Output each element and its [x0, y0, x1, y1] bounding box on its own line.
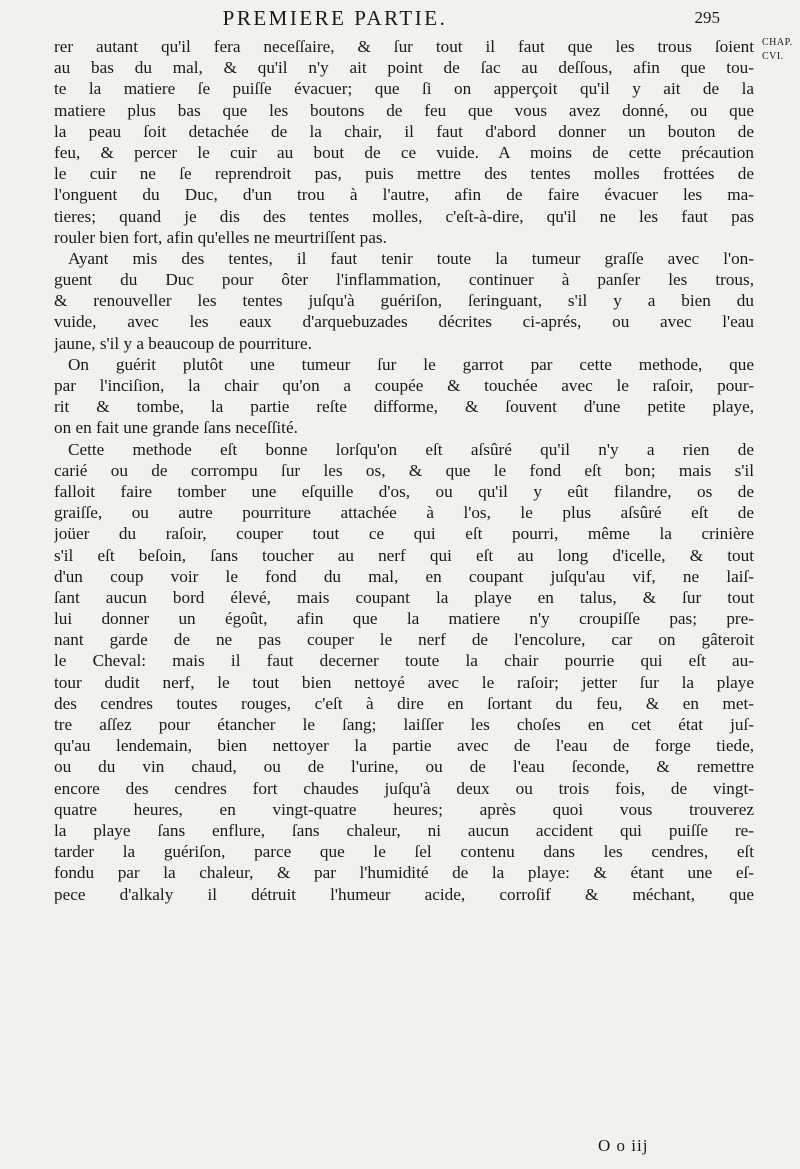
- text-line: feu, & percer le cuir au bout de ce vuide. A moins de cette précaution: [54, 142, 754, 162]
- text-line: tieres; quand je dis des tentes molles, c'eſt-à-dire, qu'il ne les faut pas: [54, 206, 754, 226]
- text-line: le Cheval: mais il faut decerner toute la chair pourrie qui eſt au-: [54, 651, 754, 671]
- text-line: la peau ſoit detachée de la chair, il faut d'abord donner un bouton de: [54, 121, 754, 141]
- margin-note-number: CVI.: [762, 51, 784, 62]
- text-line: matiere plus bas que les boutons de feu que vous avez donné, ou que: [54, 100, 754, 120]
- running-title: PREMIERE PARTIE.: [222, 6, 448, 30]
- text-line: encore des cendres fort chaudes juſqu'à deux ou trois fois, de vingt-: [54, 778, 754, 798]
- text-line: qu'au lendemain, bien nettoyer la partie avec de l'eau de forge tiede,: [54, 736, 754, 756]
- text-line: tour dudit nerf, le tout bien nettoyé avec le raſoir; jetter ſur la playe: [54, 672, 754, 692]
- text-line: l'onguent du Duc, d'un trou à l'autre, afin de faire évacuer les ma-: [54, 185, 754, 205]
- text-line: pece d'alkaly il détruit l'humeur acide, corroſif & méchant, que: [54, 884, 754, 904]
- text-line: te la matiere ſe puiſſe évacuer; que ſi on apperçoit qu'il y ait de la: [54, 79, 754, 99]
- text-line: joüer du raſoir, couper tout ce qui eſt pourri, même la crinière: [54, 524, 754, 544]
- text-line: quatre heures, en vingt-quatre heures; après quoi vous trouverez: [54, 799, 754, 819]
- text-line: guent du Duc pour ôter l'inflammation, continuer à panſer les trous,: [54, 270, 754, 290]
- text-line: d'un coup voir le fond du mal, en coupant juſqu'au vif, ne laiſ-: [54, 566, 754, 586]
- page-number: 295: [694, 8, 720, 27]
- text-line: fondu par la chaleur, & par l'humidité de la playe: & étant une eſ-: [54, 863, 754, 883]
- text-line: rer autant qu'il fera neceſſaire, & ſur tout il faut que les trous ſoient: [54, 37, 754, 56]
- text-line: & renouveller les tentes juſqu'à guériſon, ſeringuant, s'il y a bien du: [54, 291, 754, 311]
- text-line: on en fait une grande ſans neceſſité.: [54, 418, 298, 438]
- margin-note-chapter: CHAP.: [762, 37, 793, 48]
- signature-mark: O o iij: [598, 1136, 649, 1155]
- text-line: tre aſſez pour étancher le ſang; laiſſer les choſes en cet état juſ-: [54, 715, 754, 734]
- body-text: [54, 36, 754, 905]
- text-line: jaune, s'il y a beaucoup de pourriture.: [54, 333, 312, 353]
- text-line: ſant aucun bord élevé, mais coupant la playe en talus, & ſur tout: [54, 587, 754, 607]
- text-line: au bas du mal, & qu'il n'y ait point de ſac au deſſous, afin que tou-: [54, 58, 754, 78]
- text-line: tarder la guériſon, parce que le ſel contenu dans les cendres, eſt: [54, 842, 754, 862]
- text-line: par l'inciſion, la chair qu'on a coupée & touchée avec le raſoir, pour-: [54, 376, 754, 395]
- text-line: nant garde de ne pas couper le nerf de l'encolure, car on gâteroit: [54, 630, 754, 650]
- text-line: vuide, avec les eaux d'arquebuzades décrites ci-aprés, ou avec l'eau: [54, 312, 754, 332]
- text-line: s'il eſt beſoin, ſans toucher au nerf qui eſt au long d'icelle, & tout: [54, 545, 754, 565]
- text-line: carié ou de corrompu ſur les os, & que le fond eſt bon; mais s'il: [54, 460, 754, 480]
- running-head: [100, 6, 720, 36]
- text-line: ou du vin chaud, ou de l'urine, ou de l'eau ſeconde, & remettre: [54, 757, 754, 777]
- text-line: falloit faire tomber une eſquille d'os, ou qu'il y eût filandre, os de: [54, 481, 754, 501]
- text-line: Ayant mis des tentes, il faut tenir toute la tumeur graſſe avec l'on-: [68, 248, 754, 268]
- text-line: des cendres toutes rouges, c'eſt à dire en ſortant du feu, & en met-: [54, 693, 754, 713]
- text-line: rouler bien fort, afin qu'elles ne meurtriſſent pas.: [54, 227, 387, 247]
- text-line: lui donner un égoût, afin que la matiere n'y croupiſſe pas; pre-: [54, 609, 754, 629]
- text-line: rit & tombe, la partie reſte difforme, & ſouvent d'une petite playe,: [54, 397, 754, 417]
- text-line: On guérit plutôt une tumeur ſur le garrot par cette methode, que: [68, 354, 754, 374]
- text-line: graiſſe, ou autre pourriture attachée à l'os, le plus aſsûré eſt de: [54, 503, 754, 523]
- text-line: Cette methode eſt bonne lorſqu'on eſt aſsûré qu'il n'y a rien de: [68, 439, 754, 459]
- text-line: la playe ſans enflure, ſans chaleur, ni aucun accident qui puiſſe re-: [54, 820, 754, 840]
- chapter-margin-note: [762, 36, 798, 64]
- text-line: le cuir ne ſe reprendroit pas, puis mettre des tentes molles frottées de: [54, 164, 754, 184]
